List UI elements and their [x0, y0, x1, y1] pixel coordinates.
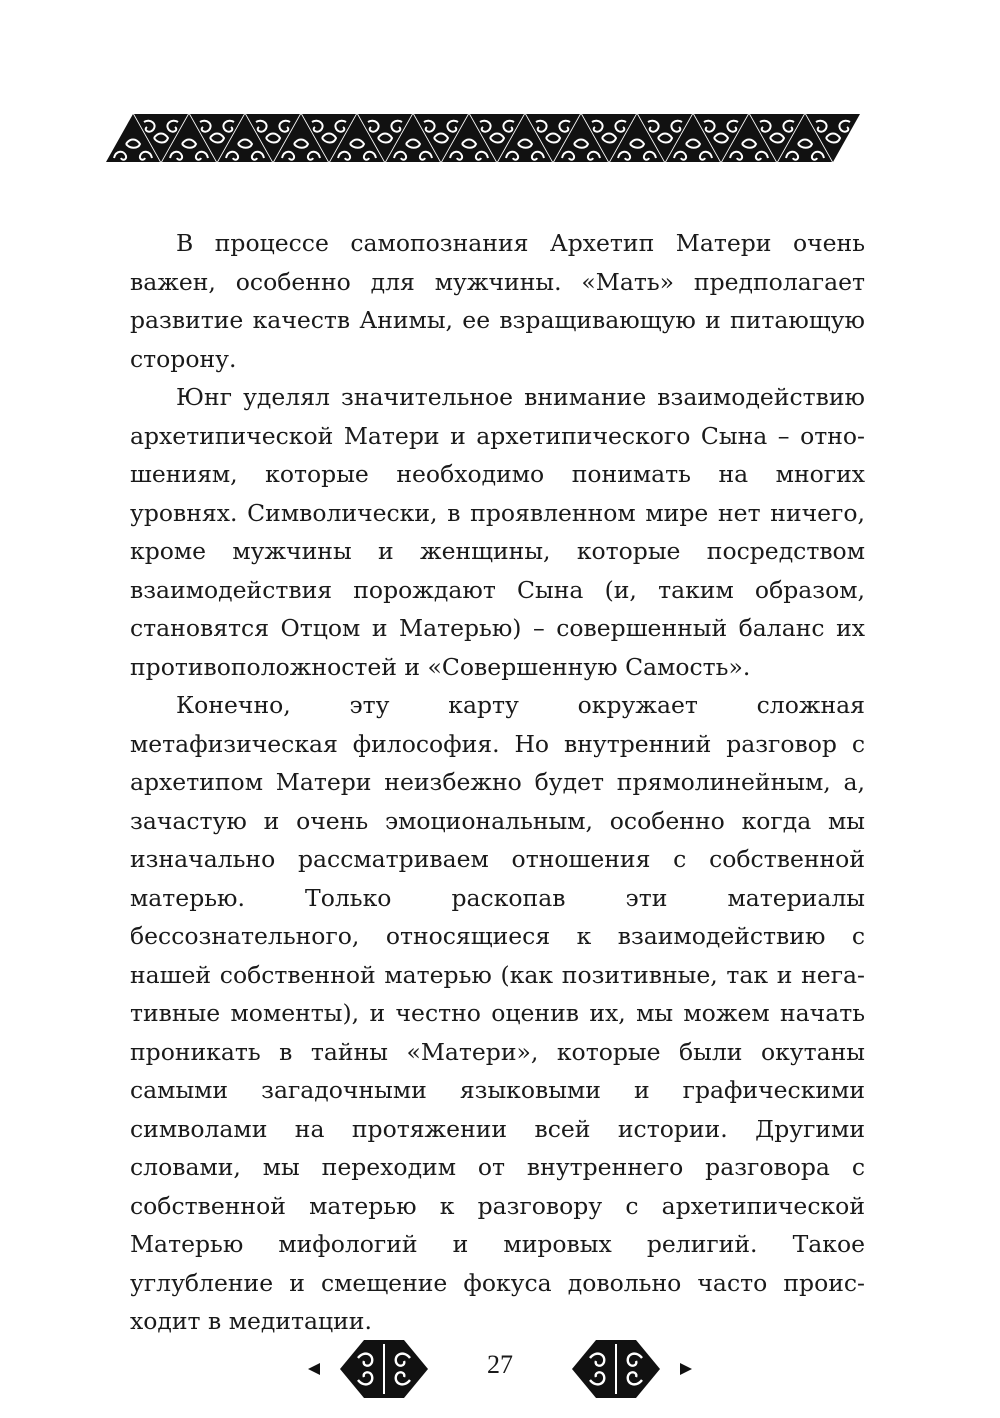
- right-diamond-icon: [680, 1363, 692, 1375]
- body-text: [130, 224, 865, 1341]
- header-ornament-band: [106, 106, 872, 170]
- left-diamond-icon: [308, 1363, 320, 1375]
- page-number: 27: [487, 1350, 513, 1379]
- paragraph-3: Конечно, эту карту окружает сложная метафизическая философия. Но внутренний разговор с архетипом Матери неизбежно будет прямолинейным, а, зачастую и очень эмоциональным, особенно когда мы изначально рассматриваем отношения с собственной матерью. Только раскопав эти материалы бессознательного, относящиеся к взаимодействию с нашей собственной матерью (как позитивные, так и негативные моменты), и честно оценив их, мы можем начать проникать в тайны «Матери», которые были окутаны самыми загадочными языковыми и графическими символами на протяжении всей истории. Другими словами, мы переходим от внутреннего разговора с собственной матерью к разговору с архетипической Матерью мифологий и мировых религий. Такое углубление и смещение фокуса довольно часто происходит в медитации.: [130, 691, 865, 1335]
- paragraph-2: Юнг уделял значительное внимание взаимодействию архетипической Матери и архетипического Сына – отношениям, которые необходимо понимать на многих уровнях. Символически, в проявленном мире нет ничего, кроме мужчины и женщины, которые посредством взаимодействия порождают Сына (и, таким образом, становятся Отцом и Матерью) – совершенный баланс их противоположностей и «Совершенную Самость».: [130, 383, 865, 681]
- paragraph-1: В процессе самопознания Архетип Матери очень важен, особенно для мужчины. «Мать» предполагает развитие качеств Анимы, ее взращивающую и питающую сторону.: [130, 229, 865, 373]
- right-scroll-ornament-icon: [572, 1340, 660, 1398]
- left-scroll-ornament-icon: [340, 1340, 428, 1398]
